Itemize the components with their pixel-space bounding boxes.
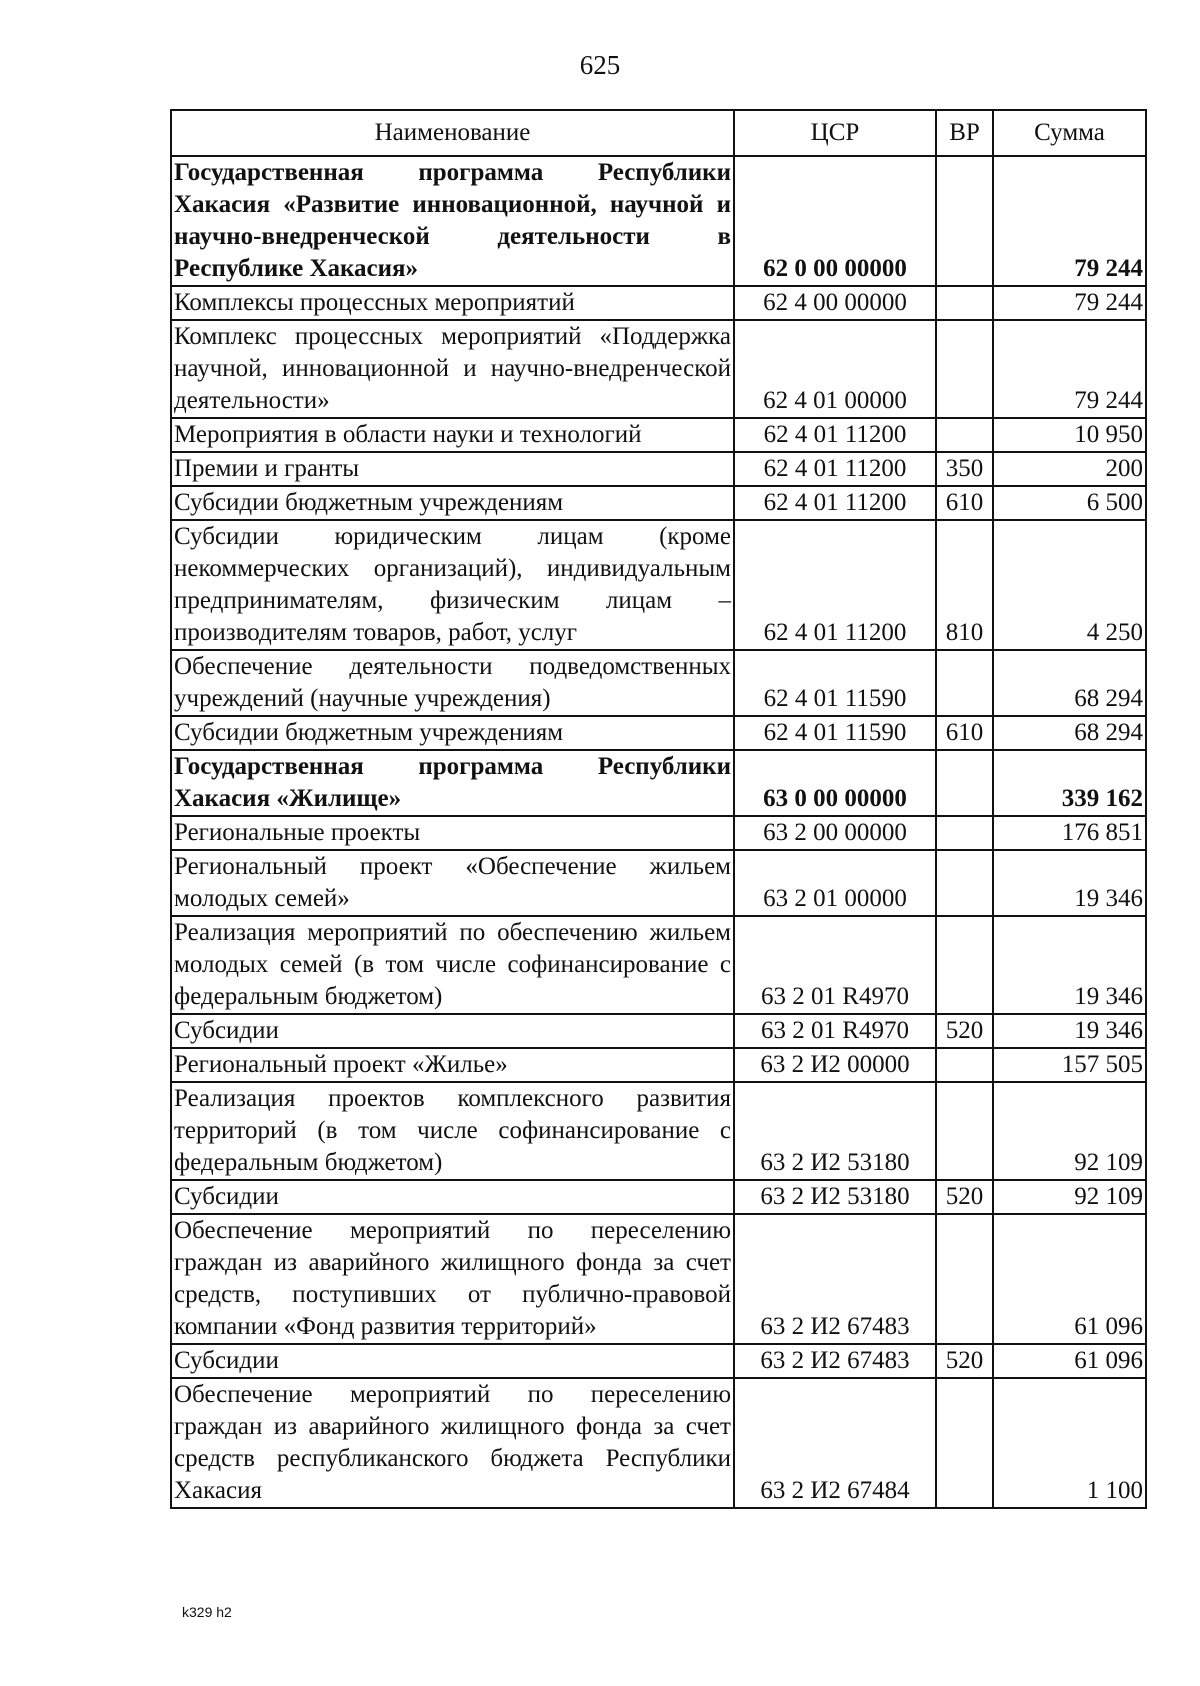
cell-name: Обеспечение мероприятий по переселению граждан из аварийного жилищного фонда за счет средств республиканского бюджета Республики Хакасия bbox=[171, 1378, 734, 1508]
table-header-row bbox=[171, 110, 1146, 156]
table-row bbox=[171, 520, 1146, 650]
cell-name: Субсидии bbox=[171, 1180, 734, 1214]
cell-csr: 63 2 01 00000 bbox=[734, 850, 936, 916]
cell-csr: 62 4 01 11200 bbox=[734, 520, 936, 650]
cell-sum: 68 294 bbox=[993, 716, 1146, 750]
table-row bbox=[171, 156, 1146, 286]
cell-csr: 62 4 01 11200 bbox=[734, 452, 936, 486]
cell-name: Премии и гранты bbox=[171, 452, 734, 486]
table-row bbox=[171, 486, 1146, 520]
table-row bbox=[171, 1014, 1146, 1048]
table-row bbox=[171, 452, 1146, 486]
cell-name: Субсидии юридическим лицам (кроме некоммерческих организаций), индивидуальным предпринимателям, физическим лицам – производителям товаров, работ, услуг bbox=[171, 520, 734, 650]
cell-csr: 62 4 00 00000 bbox=[734, 286, 936, 320]
cell-name: Субсидии бюджетным учреждениям bbox=[171, 486, 734, 520]
table-row bbox=[171, 816, 1146, 850]
cell-csr: 63 2 И2 67484 bbox=[734, 1378, 936, 1508]
budget-table bbox=[170, 109, 1147, 1509]
cell-vr: 520 bbox=[936, 1344, 993, 1378]
table-row bbox=[171, 716, 1146, 750]
cell-vr bbox=[936, 156, 993, 286]
cell-vr bbox=[936, 320, 993, 418]
cell-name: Комплексы процессных мероприятий bbox=[171, 286, 734, 320]
cell-csr: 62 0 00 00000 bbox=[734, 156, 936, 286]
cell-sum: 19 346 bbox=[993, 850, 1146, 916]
cell-sum: 4 250 bbox=[993, 520, 1146, 650]
cell-sum: 92 109 bbox=[993, 1180, 1146, 1214]
cell-vr: 610 bbox=[936, 716, 993, 750]
cell-sum: 339 162 bbox=[993, 750, 1146, 816]
cell-csr: 63 2 И2 53180 bbox=[734, 1180, 936, 1214]
cell-csr: 63 2 01 R4970 bbox=[734, 1014, 936, 1048]
cell-sum: 61 096 bbox=[993, 1344, 1146, 1378]
cell-vr bbox=[936, 286, 993, 320]
cell-csr: 62 4 01 11590 bbox=[734, 716, 936, 750]
table-row bbox=[171, 916, 1146, 1014]
cell-csr: 63 2 00 00000 bbox=[734, 816, 936, 850]
table-row bbox=[171, 850, 1146, 916]
cell-sum: 79 244 bbox=[993, 320, 1146, 418]
cell-csr: 62 4 01 00000 bbox=[734, 320, 936, 418]
table-row bbox=[171, 1214, 1146, 1344]
cell-name: Государственная программа Республики Хакасия «Развитие инновационной, научной и научно-внедренческой деятельности в Республике Хакасия» bbox=[171, 156, 734, 286]
table-row bbox=[171, 750, 1146, 816]
cell-name: Субсидии бюджетным учреждениям bbox=[171, 716, 734, 750]
cell-sum: 79 244 bbox=[993, 286, 1146, 320]
cell-csr: 62 4 01 11590 bbox=[734, 650, 936, 716]
header-sum: Сумма bbox=[993, 110, 1146, 156]
cell-sum: 19 346 bbox=[993, 1014, 1146, 1048]
cell-sum: 176 851 bbox=[993, 816, 1146, 850]
cell-vr bbox=[936, 916, 993, 1014]
page-number: 625 bbox=[579, 50, 621, 80]
footer-code: k329 h2 bbox=[182, 1604, 232, 1620]
table-row bbox=[171, 1048, 1146, 1082]
cell-csr: 63 2 01 R4970 bbox=[734, 916, 936, 1014]
cell-vr: 350 bbox=[936, 452, 993, 486]
cell-csr: 63 0 00 00000 bbox=[734, 750, 936, 816]
header-name: Наименование bbox=[171, 110, 734, 156]
cell-vr: 520 bbox=[936, 1014, 993, 1048]
table-row bbox=[171, 1344, 1146, 1378]
cell-vr bbox=[936, 750, 993, 816]
cell-name: Региональный проект «Жилье» bbox=[171, 1048, 734, 1082]
cell-sum: 157 505 bbox=[993, 1048, 1146, 1082]
cell-csr: 63 2 И2 00000 bbox=[734, 1048, 936, 1082]
table-body bbox=[171, 156, 1146, 1508]
cell-name: Субсидии bbox=[171, 1014, 734, 1048]
cell-name: Реализация проектов комплексного развития территорий (в том числе софинансирование с федеральным бюджетом) bbox=[171, 1082, 734, 1180]
cell-csr: 63 2 И2 53180 bbox=[734, 1082, 936, 1180]
header-csr: ЦСР bbox=[734, 110, 936, 156]
table-row bbox=[171, 320, 1146, 418]
cell-csr: 62 4 01 11200 bbox=[734, 486, 936, 520]
cell-vr: 520 bbox=[936, 1180, 993, 1214]
cell-vr bbox=[936, 418, 993, 452]
cell-name: Субсидии bbox=[171, 1344, 734, 1378]
cell-vr bbox=[936, 650, 993, 716]
cell-vr bbox=[936, 816, 993, 850]
cell-vr: 610 bbox=[936, 486, 993, 520]
table-row bbox=[171, 1082, 1146, 1180]
cell-vr bbox=[936, 1048, 993, 1082]
cell-sum: 61 096 bbox=[993, 1214, 1146, 1344]
table-row bbox=[171, 418, 1146, 452]
cell-sum: 200 bbox=[993, 452, 1146, 486]
table-row bbox=[171, 1180, 1146, 1214]
cell-sum: 6 500 bbox=[993, 486, 1146, 520]
cell-name: Обеспечение деятельности подведомственных учреждений (научные учреждения) bbox=[171, 650, 734, 716]
cell-sum: 19 346 bbox=[993, 916, 1146, 1014]
cell-name: Региональные проекты bbox=[171, 816, 734, 850]
header-vr: ВР bbox=[936, 110, 993, 156]
table-row bbox=[171, 650, 1146, 716]
cell-csr: 63 2 И2 67483 bbox=[734, 1344, 936, 1378]
cell-name: Региональный проект «Обеспечение жильем молодых семей» bbox=[171, 850, 734, 916]
cell-sum: 10 950 bbox=[993, 418, 1146, 452]
cell-vr bbox=[936, 1378, 993, 1508]
cell-name: Обеспечение мероприятий по переселению граждан из аварийного жилищного фонда за счет средств, поступивших от публично-правовой компании «Фонд развития территорий» bbox=[171, 1214, 734, 1344]
cell-vr bbox=[936, 1082, 993, 1180]
cell-vr: 810 bbox=[936, 520, 993, 650]
cell-name: Государственная программа Республики Хакасия «Жилище» bbox=[171, 750, 734, 816]
cell-csr: 62 4 01 11200 bbox=[734, 418, 936, 452]
cell-sum: 68 294 bbox=[993, 650, 1146, 716]
cell-vr bbox=[936, 1214, 993, 1344]
cell-name: Комплекс процессных мероприятий «Поддержка научной, инновационной и научно-внедренческой деятельности» bbox=[171, 320, 734, 418]
cell-name: Мероприятия в области науки и технологий bbox=[171, 418, 734, 452]
cell-name: Реализация мероприятий по обеспечению жильем молодых семей (в том числе софинансирование с федеральным бюджетом) bbox=[171, 916, 734, 1014]
cell-sum: 1 100 bbox=[993, 1378, 1146, 1508]
cell-csr: 63 2 И2 67483 bbox=[734, 1214, 936, 1344]
cell-vr bbox=[936, 850, 993, 916]
table-row bbox=[171, 286, 1146, 320]
cell-sum: 79 244 bbox=[993, 156, 1146, 286]
table-row bbox=[171, 1378, 1146, 1508]
cell-sum: 92 109 bbox=[993, 1082, 1146, 1180]
